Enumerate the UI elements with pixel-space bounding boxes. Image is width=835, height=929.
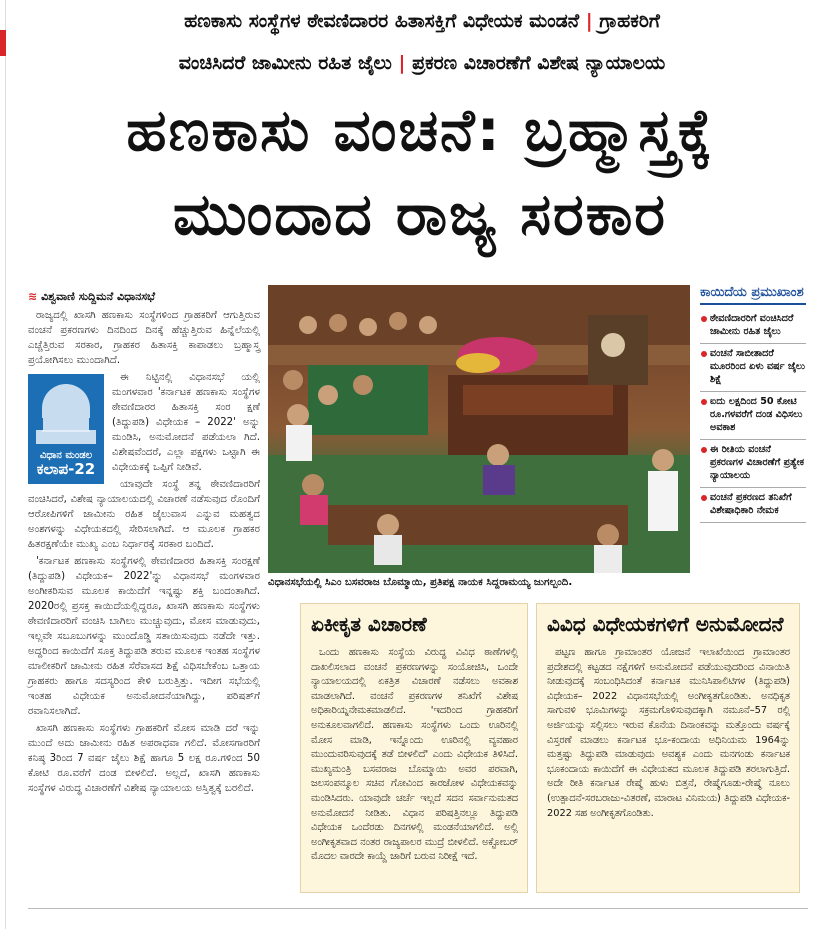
divider [28, 908, 808, 909]
section-marker [0, 30, 6, 56]
article-paragraph: 'ಕರ್ನಾಟಕ ಹಣಕಾಸು ಸಂಸ್ಥೆಗಳಲ್ಲಿ ಠೇವಣಿದಾರರ ಹಿತಾಸಕ್ತಿ ಸಂರಕ್ಷಣೆ (ತಿದ್ದುಪಡಿ) ವಿಧೇಯಕ– 2022'ನ್ನು ವಿಧಾನಸಭೆ ಮಂಗಳವಾರ ಅಂಗೀಕರಿಸುವ ಮೂಲಕ ಕಾಯಿದೆಗೆ ಇನ್ನಷ್ಟು ಶಕ್ತಿ ಬಂದಂತಾಗಿದೆ. 2020ರಲ್ಲಿ ಪ್ರಸಕ್ತ ಕಾಯಿದೆಯಲ್ಲಿದ್ದರೂ, ಖಾಸಗಿ ಹಣಕಾಸು ಸಂಸ್ಥೆಗಳು ಠೇವಣಿದಾರರಿಗೆ ವಂಚಿಸಿ ಬಾಗಿಲು ಮುಚ್ಚುವುದು, ಮೋಸ ಮಾಡುವುದು, ಇಲ್ಲವೇ ಸಬೂಬುಗಳನ್ನು ಮುಂದೊಡ್ಡಿ ಸತಾಯಿಸುವುದು ನಡೆದೇ ಇತ್ತು. ಅದ್ದರಿಂದ ಕಾಯಿದೆಗೆ ಸೂಕ್ತ ತಿದ್ದುಪಡಿ ತರುವ ಮೂಲಕ ಇಂತಹ ಸಂಸ್ಥೆಗಳ ಮಾಲೀಕರಿಗೆ ಜಾಮೀನು ರಹಿತ ಸೆರೆವಾಸದ ಶಿಕ್ಷೆ ವಿಧಿಸಬೇಕೆಂಬ ಒತ್ತಾಯ ಗ್ರಾಹಕರು ಹಾಗೂ ಸದಸ್ಯರಿಂದ ಕೇಳಿ ಬರುತ್ತಿತ್ತು. ಇದೀಗ ಸಭೆಯಲ್ಲಿ ಇಂತಹ ವಿಧೇಯಕ ಅನುಮೋದನೆಯಾಗಿದ್ದು, ಪರಿಷತ್‌ಗೆ ರವಾನಿಸಲಾಗಿದೆ. [28, 556, 260, 717]
assembly-scene-image [268, 285, 690, 573]
key-point: ವಂಚನೆ ಸಾಬೀತಾದರೆ ಮೂರರಿಂದ ಏಳು ವರ್ಷ ಜೈಲು ಶಿಕ್ಷೆ [700, 344, 806, 392]
box-title: ವಿವಿಧ ವಿಧೇಯಕಗಳಿಗೆ ಅನುಮೋದನೆ [547, 612, 784, 636]
byline [28, 290, 155, 304]
key-points-sidebar [700, 285, 806, 523]
key-point: ಈ ರೀತಿಯ ವಂಚನೆ ಪ್ರಕರಣಗಳ ವಿಚಾರಣೆಗೆ ಪ್ರತ್ಯೇಕ ನ್ಯಾಯಾಲಯ [700, 440, 806, 488]
headline-line-2: ಮುಂದಾದ ರಾಜ್ಯ ಸರಕಾರ [173, 180, 667, 248]
logo-label: ವಿಧಾನ ಮಂಡಲ [39, 450, 93, 461]
kicker-text: ವಂಚಿಸಿದರೆ ಜಾಮೀನು ರಹಿತ ಜೈಲು [178, 52, 392, 74]
kicker-line-1 [22, 10, 822, 32]
article-body [28, 308, 260, 798]
signal-icon: ≋ [28, 290, 38, 303]
key-point: ಐದು ಲಕ್ಷದಿಂದ 50 ಕೋಟಿ ರೂ.ಗಳವರೆಗೆ ದಂಡ ವಿಧಿಸಲು ಅವಕಾಶ [700, 392, 806, 440]
key-point: ವಂಚನೆ ಪ್ರಕರಣದ ತನಿಖೆಗೆ ವಿಶೇಷಾಧಿಕಾರಿ ನೇಮಕ [700, 488, 806, 523]
kicker-text: ಪ್ರಕರಣ ವಿಚಾರಣೆಗೆ ವಿಶೇಷ ನ್ಯಾಯಾಲಯ [412, 52, 666, 74]
page-edge [0, 0, 6, 929]
box-title: ಏಕೀಕೃತ ವಿಚಾರಣೆ [311, 612, 427, 636]
kicker-separator: | [398, 52, 406, 74]
kicker-separator: | [585, 10, 593, 32]
logo-title: ಕಲಾಪ-22 [36, 460, 96, 478]
box-text: ಒಂದು ಹಣಕಾಸು ಸಂಸ್ಥೆಯ ವಿರುದ್ಧ ವಿವಿಧ ಠಾಣೆಗಳಲ್ಲಿ ದಾಖಲಿಸಲಾದ ವಂಚನೆ ಪ್ರಕರಣಗಳನ್ನು ಸಂಯೋಜಿಸಿ, ಒಂದೇ ನ್ಯಾಯಾಲಯದಲ್ಲಿ ಏಕತ್ರಿತ ವಿಚಾರಣೆ ನಡೆಸಲು ಅವಕಾಶ ಮಾಡಲಾಗಿದೆ. ವಂಚನೆ ಪ್ರಕರಣಗಳ ತನಿಖೆಗೆ ವಿಶೇಷ ಅಧಿಕಾರಿಯ್ನನೇಮಕಮಾಡಲಿದೆ. 'ಇದರಿಂದ ಗ್ರಾಹಕರಿಗೆ ಅನುಕೂಲವಾಗಲಿದೆ. ಹಣಕಾಸು ಸಂಸ್ಥೆಗಳು ಒಂದು ಊರಿನಲ್ಲಿ ಮೋಸ ಮಾಡಿ, ಇನ್ನೊಂದು ಊರಿನಲ್ಲಿ ವ್ಯವಹಾರ ಮುಂದುವರಿಸುವುದಕ್ಕೆ ತಡೆ ಬೀಳಲಿದೆ' ಎಂದು ವಿಧೇಯಕ ತಿಳಿಸಿದೆ. ಮುಖ್ಯಮಂತ್ರಿ ಬಸವರಾಜ ಬೊಮ್ಮಾಯಿ ಅವರ ಪರವಾಗಿ, ಜಲಸಂಪನ್ಮೂಲ ಸಚಿವ ಗೋವಿಂದ ಕಾರಜೋಳ ವಿಧೇಯಕವನ್ನು ಮಂಡಿಸಿದರು. ಯಾವುದೇ ಚರ್ಚೆ ಇಲ್ಲದೆ ಸದನ ಸರ್ವಾನುಮತದ ಅನುಮೋದನೆ ನೀಡಿತು. ವಿಧಾನ ಪರಿಷತ್ತಿನಲ್ಲೂ ತಿದ್ದುಪಡಿ ವಿಧೇಯಕ ಒಂದೆರಡು ದಿನಗಳಲ್ಲಿ ಮಂಡನೆಯಾಗಲಿದೆ. ಅಲ್ಲಿ ಅಂಗೀಕೃತವಾದ ನಂತರ ರಾಜ್ಯಪಾಲರ ಮುದ್ರೆ ಬೀಳಲಿದೆ. ಅಕ್ಟೋಬರ್ ಮೊದಲ ವಾರದೇ ಕಾಯ್ದೆ ಜಾರಿಗೆ ಬರುವ ನಿರೀಕ್ಷೆ ಇದೆ. [311, 647, 518, 863]
article-paragraph: ಯಾವುದೇ ಸಂಸ್ಥೆ ತನ್ನ ಠೇವಣಿದಾರರಿಗೆ ವಂಚಿಸಿದರೆ, ವಿಶೇಷ ನ್ಯಾಯಾಲಯದಲ್ಲಿ ವಿಚಾರಣೆ ನಡೆಸುವುದ ರೊಂದಿಗೆ ಆರೋಪಿಗಳಿಗೆ ಜಾಮೀನು ರಹಿತ ಜೈಲುವಾಸ ಎನ್ನುವ ಮಹತ್ವದ ಅಂಶಗಳನ್ನು ವಿಧೇಯಕದಲ್ಲಿ ಸೇರಿಸಲಾಗಿದೆ. ಆ ಮೂಲಕ ಗ್ರಾಹಕರ ಹಿತರಕ್ಷಣೆಯೇ ಮುಖ್ಯ ಎಂಬ ನಿರ್ಧಾರಕ್ಕೆ ಸರಕಾರ ಬಂದಿದೆ. [28, 479, 260, 550]
headline-line-1: ಹಣಕಾಸು ವಂಚನೆ: ಬ್ರಹ್ಮಾಸ್ತ್ರಕ್ಕೆ [126, 96, 714, 164]
box-text: ಪಟ್ಟಣ ಹಾಗೂ ಗ್ರಾಮಾಂತರ ಯೋಜನೆ ಇಲಾಖೆಯಿಂದ ಗ್ರಾಮಾಂತರ ಪ್ರದೇಶದಲ್ಲಿ ಕಟ್ಟಡದ ನಕ್ಷೆಗಳಿಗೆ ಅನುಮೋದನೆ ಪಡೆಯುವುದರಿಂದ ವಿನಾಯಿತಿ ನೀಡುವುದಕ್ಕೆ ಸಂಬಂಧಿಸಿದಂತೆ ಕರ್ನಾಟಕ ಮುನಿಸಿಪಾಲಿಟಿಗಳ (ತಿದ್ದುಪಡಿ) ವಿಧೇಯಕ– 2022 ವಿಧಾನಸಭೆಯಲ್ಲಿ ಅಂಗೀಕೃತಗೊಂಡಿತು. ಅನಧಿಕೃತ ಸಾಗುವಳಿ ಭೂಮಿಗಳನ್ನು ಸಕ್ರಮಗೊಳಿಸುವುದಕ್ಕಾಗಿ ನಮೂನೆ–57 ರಲ್ಲಿ ಅರ್ಜಿಯನ್ನು ಸಲ್ಲಿಸಲು ಇರುವ ಕೊನೆಯ ದಿನಾಂಕವನ್ನು ಮತ್ತೊಂದು ವರ್ಷಕ್ಕೆ ವಿಸ್ತರಣೆ ಮಾಡಲು ಕರ್ನಾಟಕ ಭೂ-ಕಂದಾಯ ಅಧಿನಿಯಮ 1964ನ್ನು ಮತ್ತಷ್ಟು ತಿದ್ದುಪಡಿ ಮಾಡುವುದು ಅವಶ್ಯಕ ಎಂದು ಮನಗಂಡು ಕರ್ನಾಟಕ ಭೂಕಂದಾಯ ಕಾಯಿದೆಗೆ ಈ ವಿಧೇಯಕದ ಮೂಲಕ ತಿದ್ದುಪಡಿ ತರಲಾಗುತ್ತಿದೆ. ಅದೇ ರೀತಿ ಕರ್ನಾಟಕ ರೇಷ್ಮೆ ಹುಳು ಬಿತ್ತನೆ, ರೇಷ್ಮೆಗೂಡು-ರೇಷ್ಮೆ ನೂಲು (ಉತ್ಪಾದನೆ-ಸರಬರಾಜು-ವಿತರಣೆ, ಮಾರಾಟ ವಿನಿಮಯ) ತಿದ್ದುಪಡಿ ವಿಧೇಯಕ- 2022 ಸಹ ಅಂಗೀಕೃತಗೊಂಡಿತು. [547, 647, 790, 819]
assembly-photo [268, 285, 690, 573]
key-point: ಠೇವಣಿದಾರರಿಗೆ ವಂಚಿಸಿದರೆ ಜಾಮೀನು ರಹಿತ ಜೈಲು [700, 309, 806, 344]
sidebar-title: ಕಾಯಿದೆಯ ಪ್ರಮುಖಾಂಶ [700, 285, 806, 305]
bills-approval-box [536, 603, 800, 893]
session-logo [28, 374, 104, 484]
article-paragraph: ಈ ನಿಟ್ಟಿನಲ್ಲಿ ವಿಧಾನಸಭೆ ಯಲ್ಲಿ ಮಂಗಳವಾರ 'ಕರ್ನಾಟಕ ಹಣಕಾಸು ಸಂಸ್ಥೆಗಳ ಠೇವಣಿದಾರರ ಹಿತಾಸಕ್ತಿ ಸಂರ ಕ್ಷಣೆ (ತಿದ್ದುಪಡಿ) ವಿಧೇಯಕ – 2022' ಅನ್ನು ಮಂಡಿಸಿ, ಅನುಮೋದನೆ ಪಡೆಯಲಾ ಗಿದೆ. ವಿಶೇಷವೆಂದರೆ, ಎಲ್ಲಾ ಪಕ್ಷಗಳು ಒಟ್ಟಾಗಿ ಈ ವಿಧೇಯಕಕ್ಕೆ ಒಪ್ಪಿಗೆ ನೀಡಿವೆ. [112, 372, 260, 473]
article-paragraph: ರಾಜ್ಯದಲ್ಲಿ ಖಾಸಗಿ ಹಣಕಾಸು ಸಂಸ್ಥೆಗಳಿಂದ ಗ್ರಾಹಕರಿಗೆ ಆಗುತ್ತಿರುವ ವಂಚನೆ ಪ್ರಕರಣಗಳು ದಿನದಿಂದ ದಿನಕ್ಕೆ ಹೆಚ್ಚುತ್ತಿರುವ ಹಿನ್ನೆಲೆಯಲ್ಲಿ ಎಚ್ಚೆತ್ತಿರುವ ಸರಕಾರ, ಗ್ರಾಹಕರ ಹಿತಾಸಕ್ತಿ ಕಾಪಾಡಲು ಬ್ರಹ್ಮಾಸ್ತ್ರ ಪ್ರಯೋಗಿಸಲು ಮುಂದಾಗಿದೆ. [28, 310, 260, 366]
article-paragraph: ಖಾಸಗಿ ಹಣಕಾಸು ಸಂಸ್ಥೆಗಳು ಗ್ರಾಹಕರಿಗೆ ಮೋಸ ಮಾಡಿ ದರೆ ಇನ್ನು ಮುಂದೆ ಅದು ಜಾಮೀನು ರಹಿತ ಅಪರಾಧವಾ ಗಲಿದೆ. ಮೋಸಗಾರರಿಗೆ ಕನಿಷ್ಠ 3ರಿಂದ 7 ವರ್ಷ ಜೈಲು ಶಿಕ್ಷೆ ಹಾಗೂ 5 ಲಕ್ಷ ರೂ.ಗಳಿಂದ 50 ಕೋಟಿ ರೂ.ವರೆಗೆ ದಂಡ ಬೀಳಲಿದೆ. ಅಲ್ಲದೆ, ಖಾಸಗಿ ಹಣಕಾಸು ಸಂಸ್ಥೆಗಳ ವಿರುದ್ಧ ವಿಚಾರಣೆಗೆ ವಿಶೇಷ ನ್ಯಾಯಾಲಯ ಅಸ್ತಿತ್ವಕ್ಕೆ ಬರಲಿದೆ. [28, 723, 260, 794]
kicker-line-2 [22, 52, 822, 74]
kicker-text: ಗ್ರಾಹಕರಿಗೆ [599, 10, 660, 32]
unified-trial-box [300, 603, 528, 893]
kicker-text: ಹಣಕಾಸು ಸಂಸ್ಥೆಗಳ ಠೇವಣಿದಾರರ ಹಿತಾಸಕ್ತಿಗೆ ವಿಧೇಯಕ ಮಂಡನೆ [184, 10, 580, 32]
photo-caption: ವಿಧಾನಸಭೆಯಲ್ಲಿ ಸಿಎಂ ಬಸವರಾಜ ಬೊಮ್ಮಾಯಿ, ಪ್ರತಿಪಕ್ಷ ನಾಯಕ ಸಿದ್ದರಾಮಯ್ಯ ಜುಗಲ್ಬಂದಿ. [268, 577, 573, 588]
byline-text: ವಿಶ್ವವಾಣಿ ಸುದ್ದಿಮನೆ ವಿಧಾನಸಭೆ [41, 290, 156, 303]
